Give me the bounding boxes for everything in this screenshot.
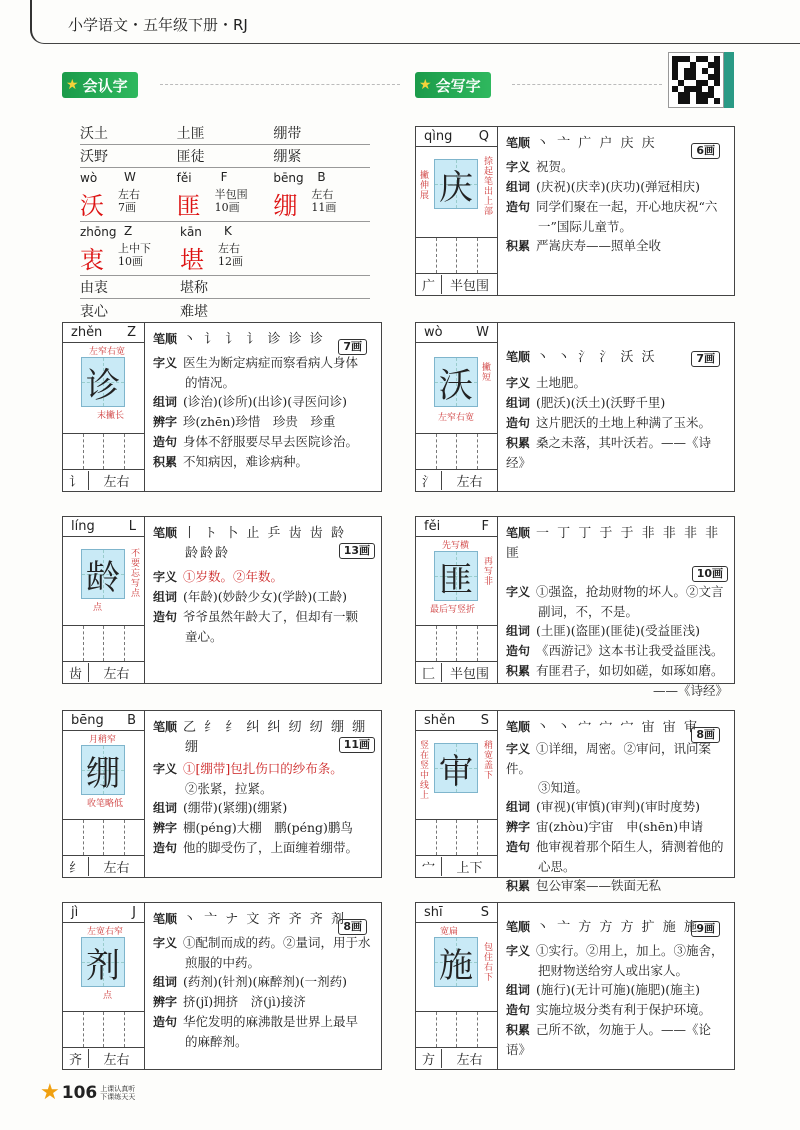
char-card-beng: bēng B 月稍窄 绷 收笔略低 纟 左右 笔顺 乙 纟 纟 纠 纠 纫 纫 绷 绷 绷 11画 字义 ①[绷带]包扎伤口的纱布条。 ②张紧，拉紧。 组词 (绷带)(紧绷)(绷紧) 辨字 棚(péng)大棚 鹏(péng)鹏鸟 造句 他的脚受伤了，上面缠着绷带。 [62,710,382,878]
star-icon: ★ [40,1080,60,1105]
section-write-header [415,72,491,98]
char-card-fei: fěi F 先写横 匪 再写非 最后写竖折 匚 半包围 笔顺 一 丁 丁 于 于 非 非 非 非 匪 10画 字义 ①强盗，抢劫财物的坏人。②文言 副词，不，不是。 组词 (土匪)(盗匪)(匪徒)(受益匪浅) 造句 《西游记》这本书让我受益匪浅。 积累 有匪君子，如切如磋，如琢如磨。 ——《诗经》 [415,516,735,684]
word: 绷带 [273,126,302,142]
char-card-shi: shī S 施 宽扁 包住右下 方 左右 笔顺 丶 亠 方 方 方 扩 施 施 9画 字义 ①实行。②用上，加上。③施舍， 把财物送给穷人或出家人。 组词 (施行)(无计可施)(施肥)(施主) 造句 实施垃圾分类有利于保护环境。 积累 己所不欲，勿施于人。——《论语》 [415,902,735,1070]
section-read-header [62,72,138,98]
char-entry: fěi F 匪 半包围 10画 [176,170,248,220]
char-card-ling: líng L 龄 不要忘写点 点 齿 左右 笔顺 丨 ト 卜 止 乒 齿 齿 龄 龄龄龄 13画 字义 ①岁数。②年数。 组词 (年龄)(妙龄少女)(学龄)(工龄) 造句 爷爷虽然年龄大了，但却有一颗 童心。 [62,516,382,684]
word: 难堪 [180,303,208,320]
word: 由衷 [80,280,108,296]
word: 衷心 [80,303,108,320]
divider [160,84,400,85]
qr-code-icon[interactable] [668,52,724,108]
char-entry: zhōng Z 衷 上中下 10画 [80,224,151,274]
recognize-section [80,122,370,322]
star-icon: ★ [66,77,79,93]
char-card-shen: shěn S 竖在竖中线上 审 稍宽盖下 宀 上下 笔顺 丶 丶 宀 宀 宀 宙 宙 审 8画 字义 ①详细，周密。②审问，讯问案件。 ③知道。 组词 (审视)(审慎)(审判)(审时度势) 辨字 宙(zhòu)宇宙 申(shēn)申请 造句 他审视着那个陌生人，猜测着他的 心思。 积累 包公审案——铁面无私 [415,710,735,878]
book-title: 小学语文・五年级下册・RJ [68,16,248,34]
char-entry: bēng B 绷 左右 11画 [273,170,337,220]
page-num: 106 [61,1082,98,1103]
char-card-ji: jì J 左宽右窄 剂 点 齐 左右 笔顺 丶 亠 ナ 文 齐 齐 齐 剂 8画 字义 ①配制而成的药。②量词，用于水 煎服的中药。 组词 (药剂)(针剂)(麻醉剂)(一剂药) 辨字 挤(jǐ)拥挤 济(jì)接济 造句 华佗发明的麻沸散是世界上最早 的麻醉剂。 [62,902,382,1070]
char-card-zhen: zhěn Z 左窄右宽 诊 末撇长 讠 左右 笔顺 丶 讠 讠 讠 诊 诊 诊 7画 字义 医生为断定病症而察看病人身体 的情况。 组词 (诊治)(诊所)(出诊)(寻医问诊) 辨字 珍(zhēn)珍惜 珍贵 珍重 造句 身体不舒服要尽早去医院诊治。 积累 不知病因，难诊病种。 [62,322,382,492]
char-entry: kān K 堪 左右 12画 [180,224,243,274]
word: 沃土 [80,126,108,142]
word: 绷紧 [273,149,302,165]
char-card-qing: qìng Q 庆 撇伸展 捺起笔出上部 广 半包围 笔顺 丶 亠 广 户 庆 庆 6画 字义 祝贺。 组词 (庆祝)(庆幸)(庆功)(弹冠相庆) 造句 同学们聚在一起，开心地庆祝“六 一”国际儿童节。 积累 严嵩庆寿——照单全收 [415,126,735,296]
word: 沃野 [80,149,108,165]
star-icon: ★ [419,77,432,93]
section-title: 会写字 [435,76,481,95]
qr-tab [724,52,734,108]
char-entry: wò W 沃 左右 7画 [80,170,140,220]
section-title: 会认字 [82,76,128,95]
word: 土匪 [176,126,205,142]
page-number: ★ 106 上课认真听 下课练天天 [40,1080,136,1105]
divider [512,84,662,85]
word: 堪称 [180,280,208,296]
word: 匪徒 [176,149,205,165]
page-header [30,0,800,44]
char-card-wo: wò W 沃 撇短 左窄右宽 氵 左右 笔顺 丶 丶 氵 氵 沃 沃 7画 字义 土地肥。 组词 (肥沃)(沃土)(沃野千里) 造句 这片肥沃的土地上种满了玉米。 积累 桑之未落，其叶沃若。——《诗经》 [415,322,735,492]
